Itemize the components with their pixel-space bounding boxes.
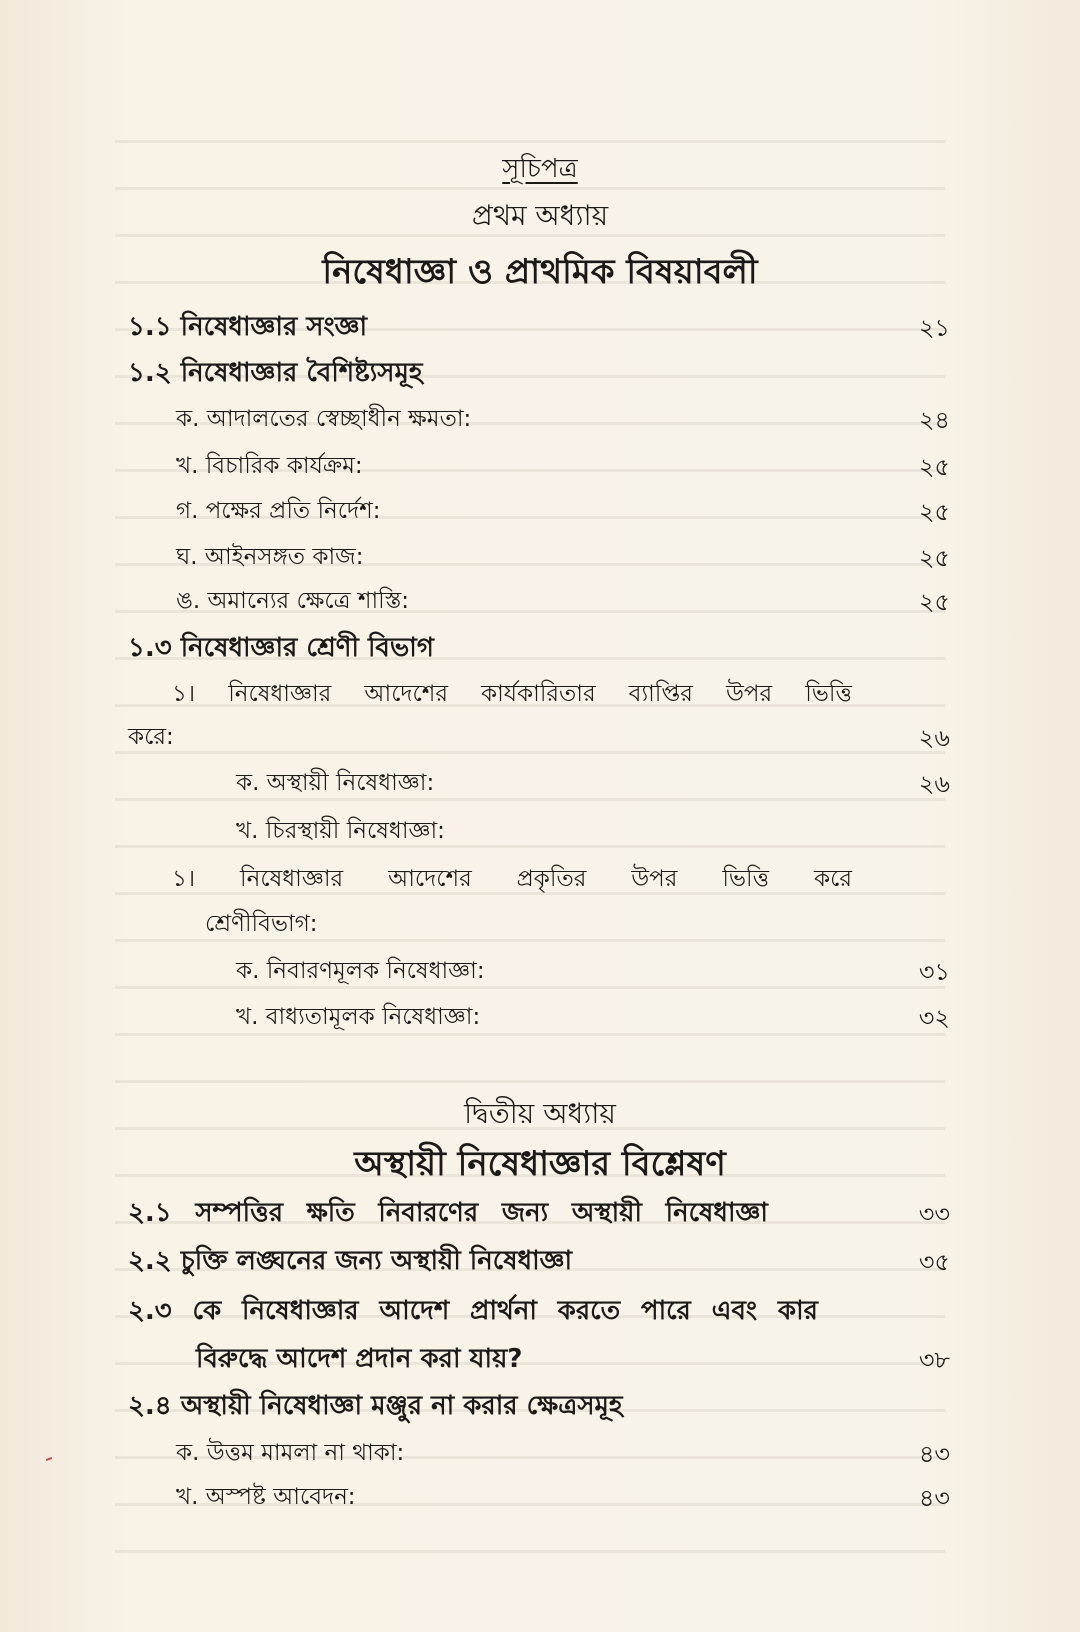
word: উপর xyxy=(631,866,678,892)
toc-entry-1-3[interactable]: ১.৩ নিষেধাজ্ঞার শ্রেণী বিভাগ xyxy=(128,633,434,663)
page-number-2-4-b: ৪৩ xyxy=(918,1484,950,1512)
page-number-2-2: ৩৫ xyxy=(918,1248,950,1276)
word: করে xyxy=(813,866,852,892)
word: করতে xyxy=(557,1296,621,1326)
toc-entry-2-2[interactable]: ২.২ চুক্তি লঙ্ঘনের জন্য অস্থায়ী নিষেধাজ্ঞা xyxy=(128,1246,573,1276)
red-ink-mark xyxy=(46,1457,52,1461)
page-number-1-3-1: ২৬ xyxy=(918,724,950,752)
page-number-2-1: ৩৩ xyxy=(918,1200,950,1228)
word: ১। xyxy=(172,866,196,892)
word: কার xyxy=(777,1296,818,1326)
page-number-1-3-2-b: ৩২ xyxy=(918,1004,950,1032)
word: পারে xyxy=(640,1296,691,1326)
toc-entry-2-4-a[interactable]: ক. উত্তম মামলা না থাকা: xyxy=(176,1440,405,1466)
word: নিষেধাজ্ঞার xyxy=(240,866,344,892)
toc-entry-1-3-2-line[interactable] xyxy=(172,860,852,899)
toc-entry-1-2-b[interactable]: খ. বিচারিক কার্যক্রম: xyxy=(176,453,363,479)
word: সম্পত্তির xyxy=(195,1198,283,1228)
page-number-1-2-c: ২৫ xyxy=(918,498,950,526)
toc-entry-1-2-e[interactable]: ঙ. অমান্যের ক্ষেত্রে শাস্তি: xyxy=(176,588,410,614)
word: ১। xyxy=(172,681,196,707)
toc-title: সূচিপত্র xyxy=(502,154,578,184)
word: নিবারণের xyxy=(378,1198,479,1228)
page-number-1-3-1-a: ২৬ xyxy=(918,770,950,798)
page-number-1-2-a: ২৪ xyxy=(918,406,950,434)
word: কার্যকারিতার xyxy=(481,681,596,707)
toc-entry-1-3-1-cont: করে: xyxy=(128,724,174,750)
chapter2-title: অস্থায়ী নিষেধাজ্ঞার বিশ্লেষণ xyxy=(354,1144,726,1184)
toc-entry-1-3-1-b[interactable]: খ. চিরস্থায়ী নিষেধাজ্ঞা: xyxy=(236,818,445,844)
chapter1-label: প্রথম অধ্যায় xyxy=(471,199,609,232)
toc-entry-2-4[interactable]: ২.৪ অস্থায়ী নিষেধাজ্ঞা মঞ্জুর না করার ক্ষেত্রসমূহ xyxy=(128,1391,623,1421)
word: আদেশ xyxy=(379,1296,450,1326)
chapter2-label: দ্বিতীয় অধ্যায় xyxy=(464,1097,616,1130)
chapter1-title: নিষেধাজ্ঞা ও প্রাথমিক বিষয়াবলী xyxy=(322,252,758,292)
word: ভিত্তি xyxy=(722,866,770,892)
toc-entry-2-3-line[interactable] xyxy=(128,1290,818,1334)
toc-entry-1-3-2-a[interactable]: ক. নিবারণমূলক নিষেধাজ্ঞা: xyxy=(236,958,485,984)
page-number-1-2-d: ২৫ xyxy=(918,544,950,572)
word: প্রার্থনা xyxy=(470,1296,537,1326)
toc-entry-2-3-cont: বিরুদ্ধে আদেশ প্রদান করা যায়? xyxy=(196,1344,523,1374)
word: এবং xyxy=(711,1296,758,1326)
word: প্রকৃতির xyxy=(516,866,587,892)
word: ২.১ xyxy=(128,1198,172,1228)
word: জন্য xyxy=(501,1198,549,1228)
toc-entry-2-4-b[interactable]: খ. অস্পষ্ট আবেদন: xyxy=(176,1484,356,1510)
word: নিষেধাজ্ঞার xyxy=(228,681,332,707)
toc-entry-1-2-d[interactable]: ঘ. আইনসঙ্গত কাজ: xyxy=(176,544,364,570)
toc-entry-1-2-a[interactable]: ক. আদালতের স্বেচ্ছাধীন ক্ষমতা: xyxy=(176,406,472,432)
word: অস্থায়ী xyxy=(571,1198,642,1228)
word: আদেশের xyxy=(388,866,472,892)
page-number-1-2-b: ২৫ xyxy=(918,453,950,481)
word: উপর xyxy=(725,681,773,707)
word: নিষেধাজ্ঞার xyxy=(242,1296,359,1326)
page-number-1-2-e: ২৫ xyxy=(918,588,950,616)
word: আদেশের xyxy=(364,681,449,707)
word: কে xyxy=(192,1296,222,1326)
toc-entry-1-3-1-a[interactable]: ক. অস্থায়ী নিষেধাজ্ঞা: xyxy=(236,770,435,796)
word: ক্ষতি xyxy=(306,1198,355,1228)
toc-entry-1-3-1-line[interactable] xyxy=(172,675,852,714)
page-number-2-3: ৩৮ xyxy=(918,1346,950,1374)
word: ২.৩ xyxy=(128,1296,172,1326)
toc-entry-1-2-c[interactable]: গ. পক্ষের প্রতি নির্দেশ: xyxy=(176,498,381,524)
page-number-2-4-a: ৪৩ xyxy=(918,1440,950,1468)
word: ভিত্তি xyxy=(805,681,852,707)
word: নিষেধাজ্ঞা xyxy=(665,1198,768,1228)
toc-entry-1-2[interactable]: ১.২ নিষেধাজ্ঞার বৈশিষ্ট্যসমূহ xyxy=(128,358,423,388)
page-number-1-1: ২১ xyxy=(918,314,950,342)
toc-entry-2-1[interactable] xyxy=(128,1192,768,1236)
page-number-1-3-2-a: ৩১ xyxy=(918,958,950,986)
toc-entry-1-3-2-cont: শ্রেণীবিভাগ: xyxy=(205,911,318,937)
word: ব্যাপ্তির xyxy=(628,681,693,707)
toc-entry-1-3-2-b[interactable]: খ. বাধ্যতামূলক নিষেধাজ্ঞা: xyxy=(236,1004,481,1030)
toc-entry-1-1[interactable]: ১.১ নিষেধাজ্ঞার সংজ্ঞা xyxy=(128,312,368,342)
